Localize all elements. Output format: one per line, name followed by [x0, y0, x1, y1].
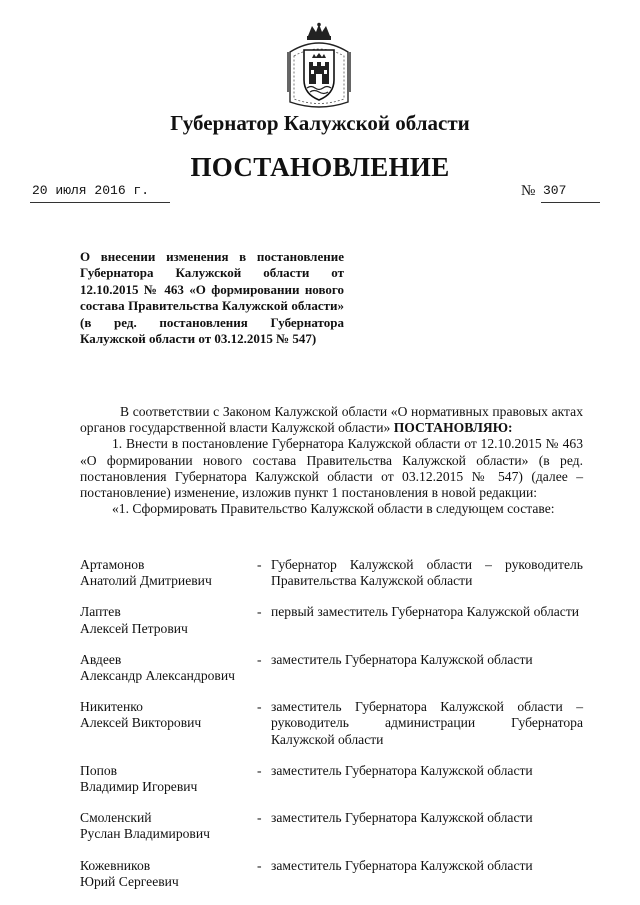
member-role: Губернатор Калужской области – руководитель Правительства Калужской области [271, 557, 583, 589]
document-date: 20 июля 2016 г. [32, 183, 150, 198]
member-dash: - [257, 857, 262, 873]
preamble-text: В соответствии с Законом Калужской области «О нормативных правовых актах органов государственной власти Калужской области» [80, 404, 583, 436]
item-1-quote: «1. Сформировать Правительство Калужской области в следующем составе: [112, 501, 555, 517]
list-item [80, 557, 583, 589]
member-name: Никитенко Алексей Викторович [80, 699, 202, 731]
member-name: Лаптев Алексей Петрович [80, 604, 188, 636]
document-body [80, 404, 583, 517]
member-dash: - [257, 604, 262, 620]
member-dash: - [257, 762, 262, 778]
member-role: заместитель Губернатора Калужской области [271, 651, 533, 667]
member-dash: - [257, 651, 262, 667]
member-name: Артамонов Анатолий Дмитриевич [80, 557, 212, 589]
member-dash: - [257, 810, 262, 826]
document-type-title: ПОСТАНОВЛЕНИЕ [190, 152, 450, 182]
member-name: Попов Владимир Игоревич [80, 762, 198, 795]
list-item [80, 763, 583, 795]
member-dash: - [257, 557, 262, 572]
issuing-authority: Губернатор Калужской области [170, 111, 470, 135]
preamble-paragraph [80, 404, 583, 436]
list-item [80, 652, 583, 684]
list-item [80, 810, 583, 842]
document-number: 307 [543, 183, 567, 198]
government-members-list [80, 557, 583, 905]
item-1-paragraph: 1. Внести в постановление Губернатора Калужской области от 12.10.2015 № 463 «О формировании нового состава Правительства Калужской области» (в ред. постановления Губернатора Калужской области от 03.12.2015 № 547) (далее – постановление) изменение, изложив пункт 1 постановления в новой редакции: [80, 436, 583, 501]
member-role: заместитель Губернатора Калужской области [271, 810, 533, 826]
list-item [80, 858, 583, 890]
number-sign: № [521, 183, 536, 199]
preamble-decision: ПОСТАНОВЛЯЮ: [393, 420, 513, 436]
member-role: заместитель Губернатора Калужской области [271, 762, 533, 778]
list-item [80, 604, 583, 636]
member-role: заместитель Губернатора Калужской области [271, 857, 533, 873]
document-date-field [30, 180, 170, 203]
member-dash: - [257, 699, 262, 715]
document-subject: О внесении изменения в постановление Губернатора Калужской области от 12.10.2015 № 463 «О формировании нового состава Правительства Калужской области» (в ред. постановления Губернатора Калужской области от 03.12.2015 № 547) [80, 249, 344, 347]
member-name: Смоленский Руслан Владимирович [80, 810, 210, 842]
member-name: Кожевников Юрий Сергеевич [80, 857, 179, 889]
coat-of-arms-icon [286, 22, 352, 112]
list-item [80, 699, 583, 748]
member-role: заместитель Губернатора Калужской области – руководитель администрации Губернатора Калужской области [271, 699, 583, 747]
document-number-field [541, 180, 600, 203]
member-role: первый заместитель Губернатора Калужской области [271, 604, 580, 620]
member-name: Авдеев Александр Александрович [80, 651, 235, 684]
